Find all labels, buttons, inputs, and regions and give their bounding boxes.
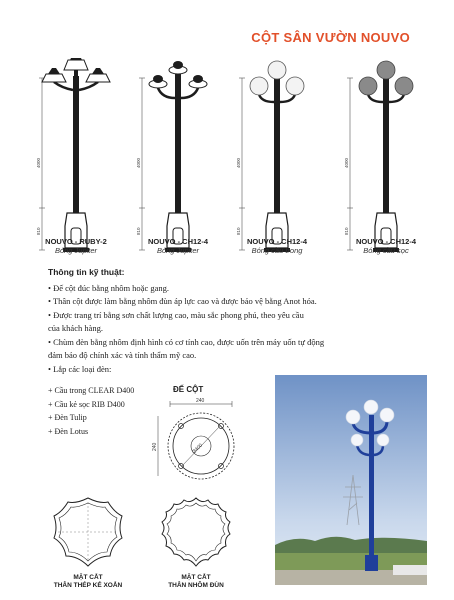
dim-height-1: 4000 [36, 157, 41, 168]
pole-ruby-2 [42, 58, 110, 252]
pole-name: NOUVO - RUBY-2 [45, 237, 107, 246]
pole-ch12-4-clear-globe [250, 61, 304, 252]
base-height-label: 240 [152, 442, 158, 451]
pole-drawings [28, 58, 428, 253]
pole-caption-4 [341, 237, 431, 255]
spec-line: • Thân cột được làm bằng nhôm đùn áp lực cao và được bảo vệ bằng Anot hóa. [48, 296, 317, 306]
base-title: ĐẾ CỘT [173, 385, 204, 394]
spec-line: đảm bảo độ chính xác và tính thẩm mỹ cao. [48, 350, 197, 360]
pole-ch12-4-jupiter [149, 61, 207, 252]
pole-name: NOUVO - CH12-4 [355, 237, 416, 246]
section-caption-line2: THÂN NHÔM ĐÙN [168, 582, 224, 589]
section-twisted-steel-drawing [48, 492, 128, 572]
section-caption-line1: MẶT CẮT [181, 574, 211, 581]
spec-line: • Được trang trí bằng sơn chất lượng cao, màu sắc phong phú, theo yêu cầu [48, 309, 304, 320]
pole-bulb: Bóng cầu sọc [363, 246, 409, 255]
pole-name: NOUVO - CH12-4 [246, 237, 307, 246]
spec-line: của khách hàng. [48, 323, 103, 333]
specs-heading: Thông tin kỹ thuật: [48, 267, 125, 277]
pole-bulb: Bóng cầu trong [251, 246, 303, 255]
section-caption-line1: MẶT CẮT [73, 574, 103, 581]
pole-caption-1 [31, 237, 121, 255]
pole-caption-2 [133, 237, 223, 255]
technical-specs [48, 266, 378, 376]
page-title: CỘT SÂN VƯỜN NOUVO [251, 30, 410, 45]
installed-pole-photo [275, 375, 427, 585]
pole-ch12-4-striped-globe [359, 61, 413, 252]
lamp-item: + Đèn Tulip [48, 413, 87, 422]
section-extruded-aluminum-drawing [156, 492, 236, 572]
base-diameter-label: Ø400 [191, 442, 205, 456]
lamp-item: + Cầu kẻ sọc RIB D400 [48, 399, 125, 409]
section-caption-1 [38, 574, 138, 590]
pole-caption-3 [232, 237, 322, 255]
dim-height-2: 4000 [136, 157, 141, 168]
section-caption-2 [146, 574, 246, 590]
dim-base-2: 810 [136, 227, 141, 235]
pole-bulb: Bóng Jupiter [156, 246, 200, 255]
pole-name: NOUVO - CH12-4 [147, 237, 208, 246]
spec-line: • Đế cột đúc bằng nhôm hoặc gang. [48, 282, 169, 293]
spec-line: • Lắp các loại đèn: [48, 363, 112, 374]
dim-height-3: 4000 [236, 157, 241, 168]
dim-height-4: 4000 [344, 157, 349, 168]
spec-line: • Chùm đèn bằng nhôm định hình có cơ tính cao, được uốn trên máy uốn tự động [48, 336, 325, 347]
dim-base-1: 810 [36, 227, 41, 235]
dim-base-3: 810 [236, 227, 241, 235]
base-width-label: 240 [196, 398, 205, 404]
lamp-list [48, 384, 134, 438]
base-plate-drawing [150, 396, 250, 486]
section-caption-line2: THÂN THÉP KẺ XOẮN [53, 582, 123, 589]
dim-base-4: 810 [344, 227, 349, 235]
lamp-item: + Đèn Lotus [48, 426, 89, 436]
pole-bulb: Bóng Jupiter [54, 246, 98, 255]
lamp-item: + Cầu trong CLEAR D400 [48, 386, 135, 395]
